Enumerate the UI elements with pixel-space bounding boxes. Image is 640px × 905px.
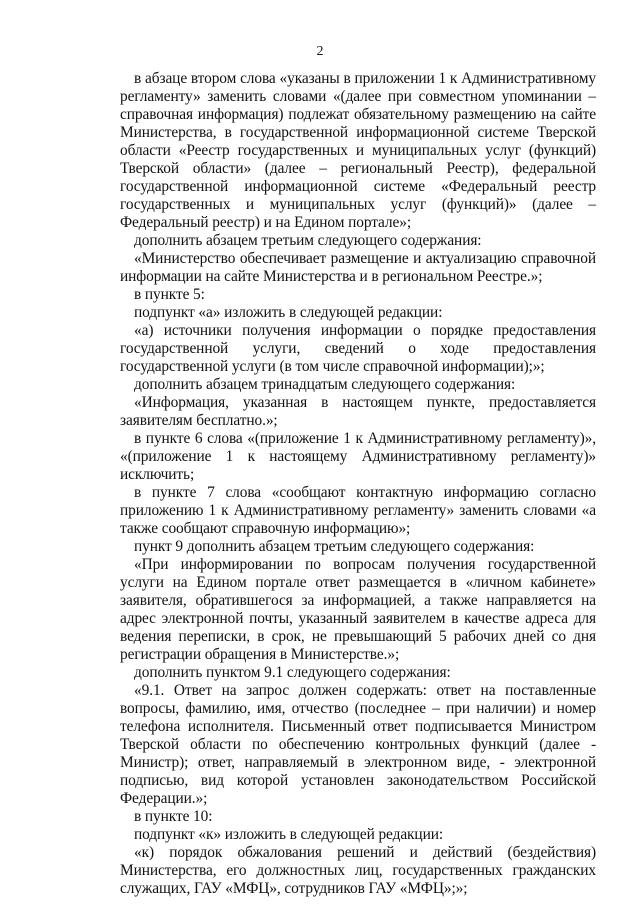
paragraph: в пункте 10:	[134, 808, 213, 825]
paragraph: дополнить пунктом 9.1 следующего содержания:	[134, 664, 451, 681]
paragraph: дополнить абзацем третьим следующего содержания:	[134, 232, 482, 249]
page-number: 2	[316, 44, 324, 59]
paragraph: «к) порядок обжалования решений и действий (бездействия) Министерства, его должностных лиц, государственных гражданских служащих, ГАУ «МФЦ», сотрудников ГАУ «МФЦ»;»;	[120, 844, 596, 897]
paragraph: в пункте 7 слова «сообщают контактную информацию согласно приложению 1 к Административному регламенту» заменить словами «а также сообщают справочную информацию»;	[120, 484, 596, 537]
paragraph: «Министерство обеспечивает размещение и актуализацию справочной информации на сайте Министерства и в региональном Реестре.»;	[120, 250, 596, 285]
paragraph: «а) источники получения информации о порядке предоставления государственной услуги, сведений о ходе предоставления государственной услуги (в том числе справочной информации);»;	[120, 322, 596, 375]
paragraph: в абзаце втором слова «указаны в приложении 1 к Административному регламенту» заменить словами «(далее при совместном упоминании – справочная информация) подлежат обязательному размещению на сайте Министерства, в государственной информационной системе Тверской области «Реестр государственных и муниципальных услуг (функций) Тверской области» (далее – региональный Реестр), федеральной государственной информационной системе «Федеральный реестр государственных и муниципальных услуг (функций)» (далее – Федеральный реестр) и на Едином портале»;	[120, 70, 596, 231]
paragraph: подпункт «а» изложить в следующей редакции:	[134, 304, 443, 321]
paragraph: «Информация, указанная в настоящем пункте, предоставляется заявителям бесплатно.»;	[120, 394, 596, 429]
paragraph: «При информировании по вопросам получения государственной услуги на Едином портале ответ размещается в «личном кабинете» заявителя, обратившегося за информацией, а также направляется на адрес электронной почты, указанный заявителем в качестве адреса для ведения переписки, в срок, не превышающий 5 рабочих дней со дня регистрации обращения в Министерстве.»;	[120, 556, 596, 663]
paragraph: дополнить абзацем тринадцатым следующего содержания:	[134, 376, 516, 393]
paragraph: подпункт «к» изложить в следующей редакции:	[134, 826, 444, 843]
document-body	[120, 70, 596, 898]
paragraph: в пункте 6 слова «(приложение 1 к Административному регламенту)», «(приложение 1 к настоящему Административному регламенту)» исключить;	[120, 430, 596, 483]
paragraph: пункт 9 дополнить абзацем третьим следующего содержания:	[134, 538, 535, 555]
paragraph: «9.1. Ответ на запрос должен содержать: ответ на поставленные вопросы, фамилию, имя, отчество (последнее – при наличии) и номер телефона исполнителя. Письменный ответ подписывается Министром Тверской области по обеспечению контрольных функций (далее - Министр); ответ, направляемый в электронном виде, - электронной подписью, вид которой установлен законодательством Российской Федерации.»;	[120, 682, 596, 807]
paragraph: в пункте 5:	[134, 286, 205, 303]
